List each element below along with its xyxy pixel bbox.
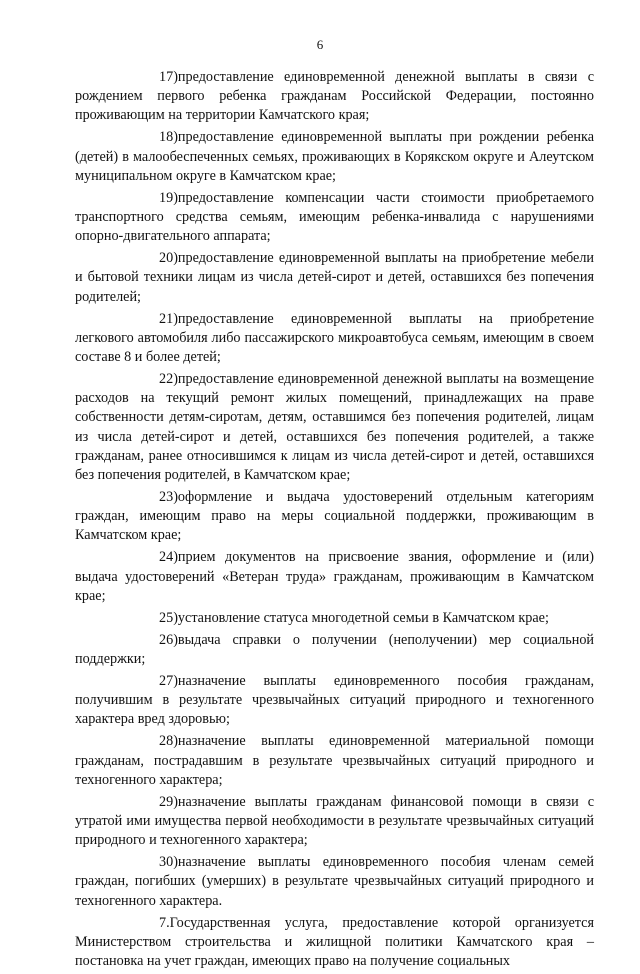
list-item bbox=[75, 914, 594, 972]
list-item bbox=[75, 672, 594, 730]
list-item bbox=[75, 370, 594, 485]
item-text: установление статуса многодетной семьи в Камчатском крае; bbox=[177, 609, 549, 626]
list-item bbox=[75, 249, 594, 307]
item-text: предоставление единовременной выплаты на приобретение легкового автомобиля либо пассажирского микроавтобуса семьям, имеющим в своем составе 8 и более детей; bbox=[75, 310, 594, 366]
item-text: предоставление единовременной денежной выплаты в связи с рождением первого ребенка гражданам Российской Федерации, постоянно проживающим на территории Камчатского края; bbox=[75, 69, 594, 124]
item-number: 23) bbox=[159, 489, 178, 506]
list-item bbox=[75, 68, 594, 126]
item-number: 21) bbox=[159, 310, 178, 327]
list-item bbox=[75, 853, 594, 911]
document-body bbox=[75, 68, 594, 974]
item-number: 27) bbox=[159, 673, 178, 690]
list-item bbox=[75, 310, 594, 368]
item-text: оформление и выдача удостоверений отдельным категориям граждан, имеющим право на меры социальной поддержки, проживающим в Камчатском крае; bbox=[75, 489, 594, 544]
item-text: назначение выплаты единовременной материальной помощи гражданам, пострадавшим в результате чрезвычайных ситуаций природного и техногенного характера; bbox=[75, 733, 594, 788]
list-item bbox=[75, 128, 594, 186]
item-number: 30) bbox=[159, 854, 178, 871]
item-text: назначение выплаты единовременного пособия членам семей граждан, погибших (умерших) в результате чрезвычайных ситуаций природного и техногенного характера. bbox=[75, 854, 594, 909]
item-number: 29) bbox=[159, 793, 178, 810]
item-text: назначение выплаты единовременного пособия гражданам, получившим в результате чрезвычайных ситуаций природного и техногенного характера вред здоровью; bbox=[75, 673, 594, 728]
item-number: 25) bbox=[159, 609, 178, 626]
list-item bbox=[75, 609, 594, 628]
item-text: предоставление единовременной выплаты при рождении ребенка (детей) в малообеспеченных семьях, проживающих в Корякском округе и Алеутском муниципальном округе в Камчатском крае; bbox=[75, 129, 594, 184]
item-number: 18) bbox=[159, 129, 178, 146]
item-number: 22) bbox=[159, 371, 178, 388]
list-item bbox=[75, 488, 594, 546]
list-item bbox=[75, 732, 594, 790]
item-text: предоставление компенсации части стоимости приобретаемого транспортного средства семьям, имеющим ребенка-инвалида с нарушениями опорно-двигательного аппарата; bbox=[75, 189, 594, 245]
page-number: 6 bbox=[316, 37, 324, 52]
item-number: 17) bbox=[159, 69, 178, 85]
item-text: назначение выплаты гражданам финансовой помощи в связи с утратой ими имущества первой необходимости в результате чрезвычайных ситуаций природного и техногенного характера; bbox=[75, 793, 594, 849]
item-number: 28) bbox=[159, 733, 178, 750]
list-item bbox=[75, 631, 594, 669]
item-text: Государственная услуга, предоставление которой организуется Министерством строительства и жилищной политики Камчатского края – постановка на учет граждан, имеющих право на получение социальных bbox=[75, 914, 594, 970]
item-number: 20) bbox=[159, 250, 178, 267]
item-text: предоставление единовременной выплаты на приобретение мебели и бытовой техники лицам из числа детей-сирот и детей, оставшихся без попечения родителей; bbox=[75, 250, 594, 305]
list-item bbox=[75, 793, 594, 851]
item-text: выдача справки о получении (неполучении) мер социальной поддержки; bbox=[75, 631, 594, 668]
item-number: 26) bbox=[159, 631, 178, 648]
list-item bbox=[75, 548, 594, 606]
item-number: 19) bbox=[159, 189, 178, 206]
item-text: прием документов на присвоение звания, оформление и (или) выдача удостоверений «Ветеран труда» гражданам, проживающим в Камчатском крае; bbox=[75, 549, 594, 604]
item-number: 24) bbox=[159, 549, 178, 566]
item-text: предоставление единовременной денежной выплаты на возмещение расходов на текущий ремонт жилых помещений, принадлежащих на праве собственности детям-сиротам, детям, оставшимся без попечения родителей, лицам из числа детей-сирот и детей, оставшихся без попечения родителей, а также гражданам, ранее относившимся к лицам из числа детей-сирот и детей, оставшихся без попечения родителей, в Камчатском крае; bbox=[75, 371, 594, 484]
item-number: 7. bbox=[159, 914, 170, 931]
list-item bbox=[75, 189, 594, 247]
